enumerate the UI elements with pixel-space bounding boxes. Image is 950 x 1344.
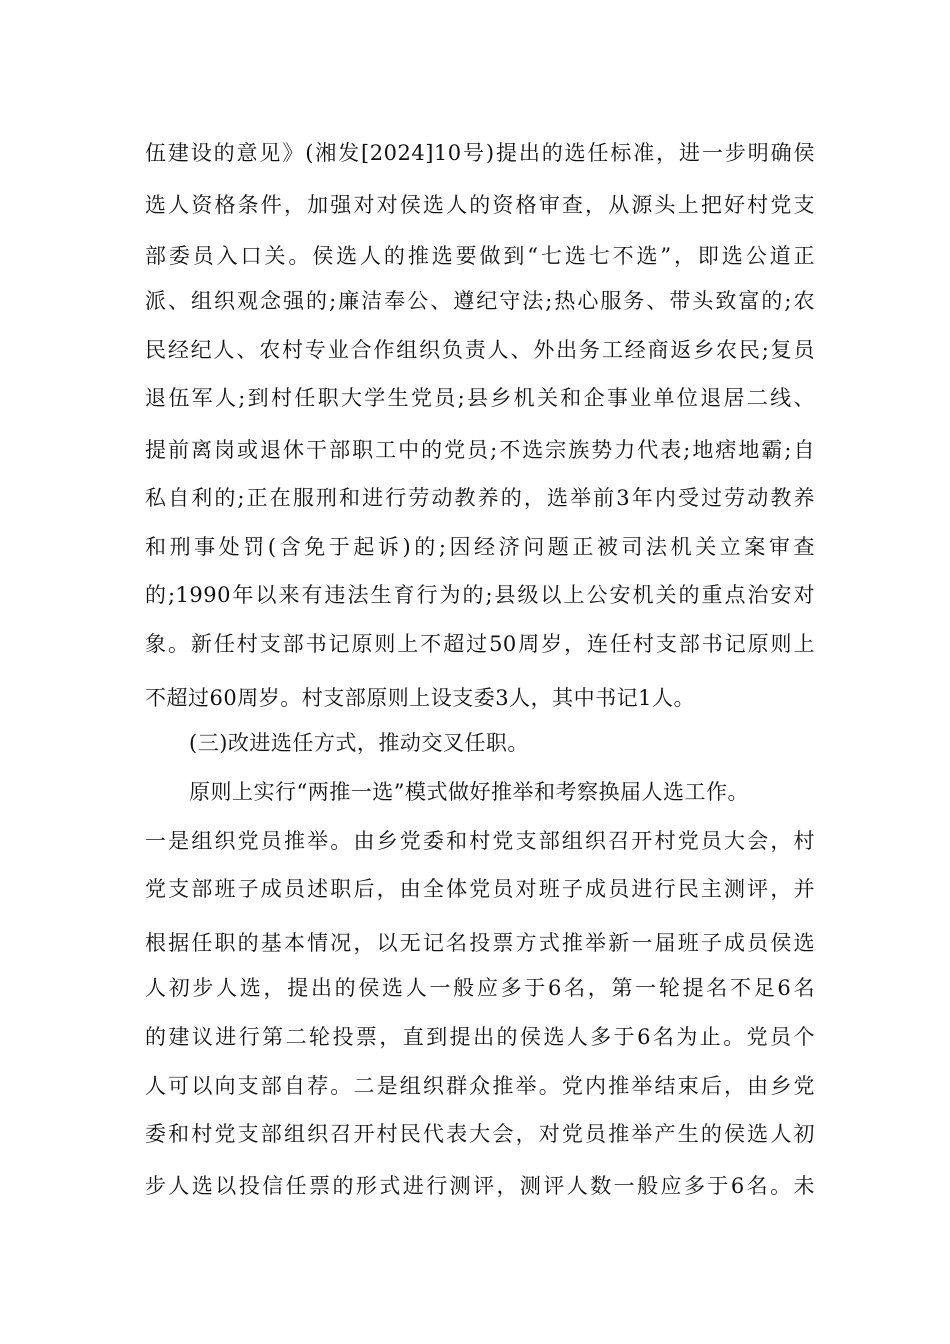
text-line: 一是组织党员推举。由乡党委和村党支部组织召开村党员大会，村 [145, 829, 815, 853]
text-line: 根据任职的基本情况，以无记名投票方式推举新一届班子成员侯选 [145, 931, 815, 955]
text-line: 不超过60周岁。村支部原则上设支委3人，其中书记1人。 [145, 686, 695, 710]
text-line: 提前离岗或退休干部职工中的党员;不选宗族势力代表;地痞地霸;自 [145, 438, 815, 462]
text-line: 人初步人选，提出的侯选人一般应多于6名，第一轮提名不足6名 [145, 976, 815, 1000]
text-line: 部委员入口关。侯选人的推选要做到“七选七不选”，即选公道正 [145, 244, 815, 268]
text-line: 派、组织观念强的;廉洁奉公、遵纪守法;热心服务、带头致富的;农 [145, 289, 815, 313]
text-line: 退伍军人;到村任职大学生党员;县乡机关和企事业单位退居二线、 [145, 386, 815, 410]
text-line: 象。新任村支部书记原则上不超过50周岁，连任村支部书记原则上 [145, 632, 815, 656]
text-line: 的建议进行第二轮投票，直到提出的侯选人多于6名为止。党员个 [145, 1025, 815, 1049]
text-line: 党支部班子成员述职后，由全体党员对班子成员进行民主测评，并 [145, 877, 815, 901]
text-line: 步人选以投信任票的形式进行测评，测评人数一般应多于6名。未 [145, 1174, 815, 1198]
text-line: 选人资格条件，加强对对侯选人的资格审查，从源头上把好村党支 [145, 193, 815, 217]
section-heading: (三)改进选任方式，推动交叉任职。 [189, 731, 529, 755]
text-line: 委和村党支部组织召开村民代表大会，对党员推举产生的侯选人初 [145, 1122, 815, 1146]
text-line: 民经纪人、农村专业合作组织负责人、外出务工经商返乡农民;复员 [145, 338, 815, 362]
text-line: 私自利的;正在服刑和进行劳动教养的，选举前3年内受过劳动教养 [145, 486, 815, 510]
text-line: 和刑事处罚(含免于起诉)的;因经济问题正被司法机关立案审查 [145, 535, 815, 559]
text-line: 原则上实行“两推一选”模式做好推举和考察换届人选工作。 [189, 780, 749, 804]
text-line: 人可以向支部自荐。二是组织群众推举。党内推举结束后，由乡党 [145, 1074, 815, 1098]
text-line: 的;1990年以来有违法生育行为的;县级以上公安机关的重点治安对 [145, 583, 815, 607]
text-line: 伍建设的意见》(湘发[2024]10号)提出的选任标准，进一步明确侯 [145, 141, 815, 165]
